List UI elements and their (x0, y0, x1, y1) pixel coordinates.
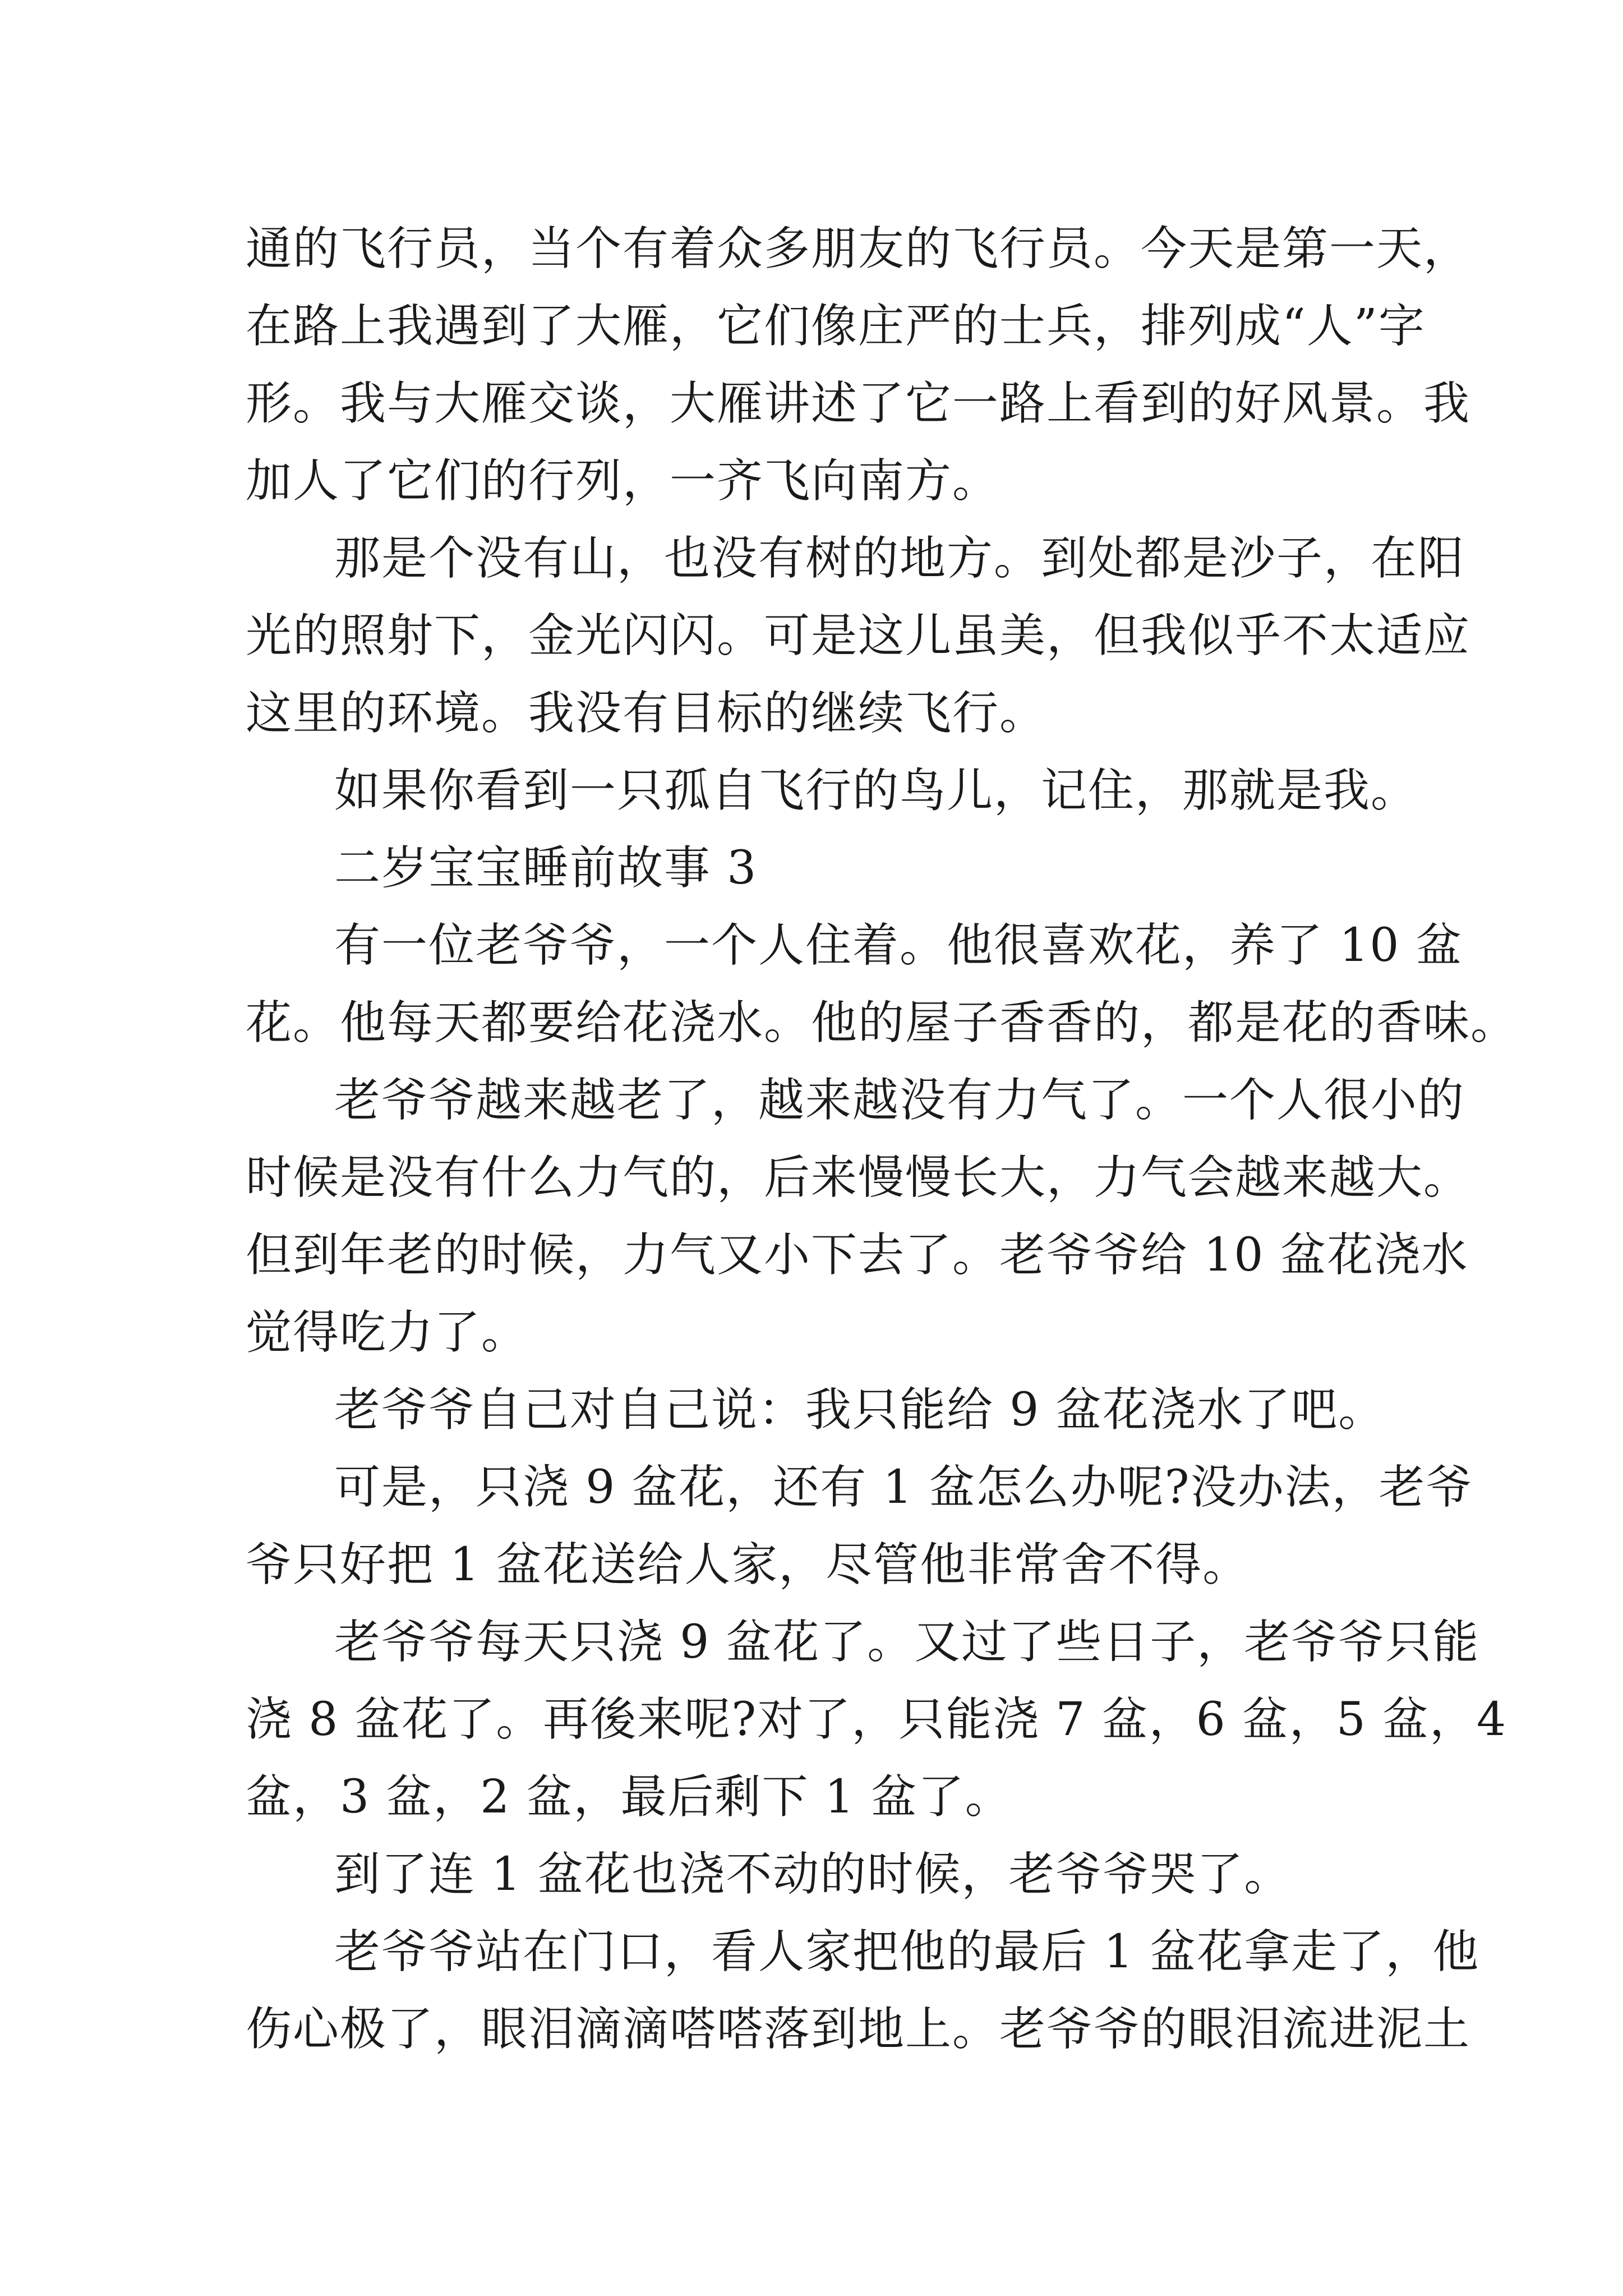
text-line: 老爷爷站在门口，看人家把他的最后 1 盆花拿走了，他 (334, 1925, 1480, 1978)
text-line: 可是，只浇 9 盆花，还有 1 盆怎么办呢?没办法，老爷 (334, 1461, 1473, 1514)
text-line: 老爷爷越来越老了，越来越没有力气了。一个人很小的 (334, 1074, 1465, 1127)
text-line: 花。他每天都要给花浇水。他的屋子香香的，都是花的香味。 (246, 996, 1518, 1050)
text-line: 形。我与大雁交谈，大雁讲述了它一路上看到的好风景。我 (246, 377, 1471, 430)
text-line: 有一位老爷爷，一个人住着。他很喜欢花，养了 10 盆 (334, 919, 1463, 972)
text-line: 浇 8 盆花了。再後来呢?对了，只能浇 7 盆，6 盆，5 盆，4 (246, 1693, 1507, 1746)
text-line: 通的飞行员，当个有着众多朋友的飞行员。今天是第一天， (246, 222, 1471, 275)
text-line: 但到年老的时候，力气又小下去了。老爷爷给 10 盆花浇水 (246, 1228, 1469, 1282)
text-line: 加人了它们的行列，一齐飞向南方。 (246, 454, 1000, 508)
body-text (246, 210, 1518, 2068)
text-line: 在路上我遇到了大雁，它们像庄严的士兵，排列成“人”字 (246, 300, 1426, 353)
text-line: 这里的环境。我没有目标的继续飞行。 (246, 687, 1047, 740)
text-line: 爷只好把 1 盆花送给人家，尽管他非常舍不得。 (246, 1538, 1250, 1591)
text-line: 光的照射下，金光闪闪。可是这儿虽美，但我似乎不太适应 (246, 609, 1471, 662)
text-line: 那是个没有山，也没有树的地方。到处都是沙子，在阳 (334, 532, 1465, 585)
text-line: 伤心极了，眼泪滴滴嗒嗒落到地上。老爷爷的眼泪流进泥土 (246, 2003, 1471, 2056)
text-line: 时候是没有什么力气的，后来慢慢长大，力气会越来越大。 (246, 1151, 1471, 1204)
text-line: 到了连 1 盆花也浇不动的时候，老爷爷哭了。 (334, 1848, 1292, 1901)
text-line: 觉得吃力了。 (246, 1306, 529, 1359)
text-line: 盆，3 盆，2 盆，最后剩下 1 盆了。 (246, 1770, 1012, 1824)
text-line: 如果你看到一只孤自飞行的鸟儿，记住，那就是我。 (334, 764, 1418, 817)
text-line: 老爷爷自己对自己说：我只能给 9 盆花浇水了吧。 (334, 1383, 1386, 1437)
text-line: 老爷爷每天只浇 9 盆花了。又过了些日子，老爷爷只能 (334, 1616, 1480, 1669)
story-heading: 二岁宝宝睡前故事 3 (334, 841, 758, 895)
